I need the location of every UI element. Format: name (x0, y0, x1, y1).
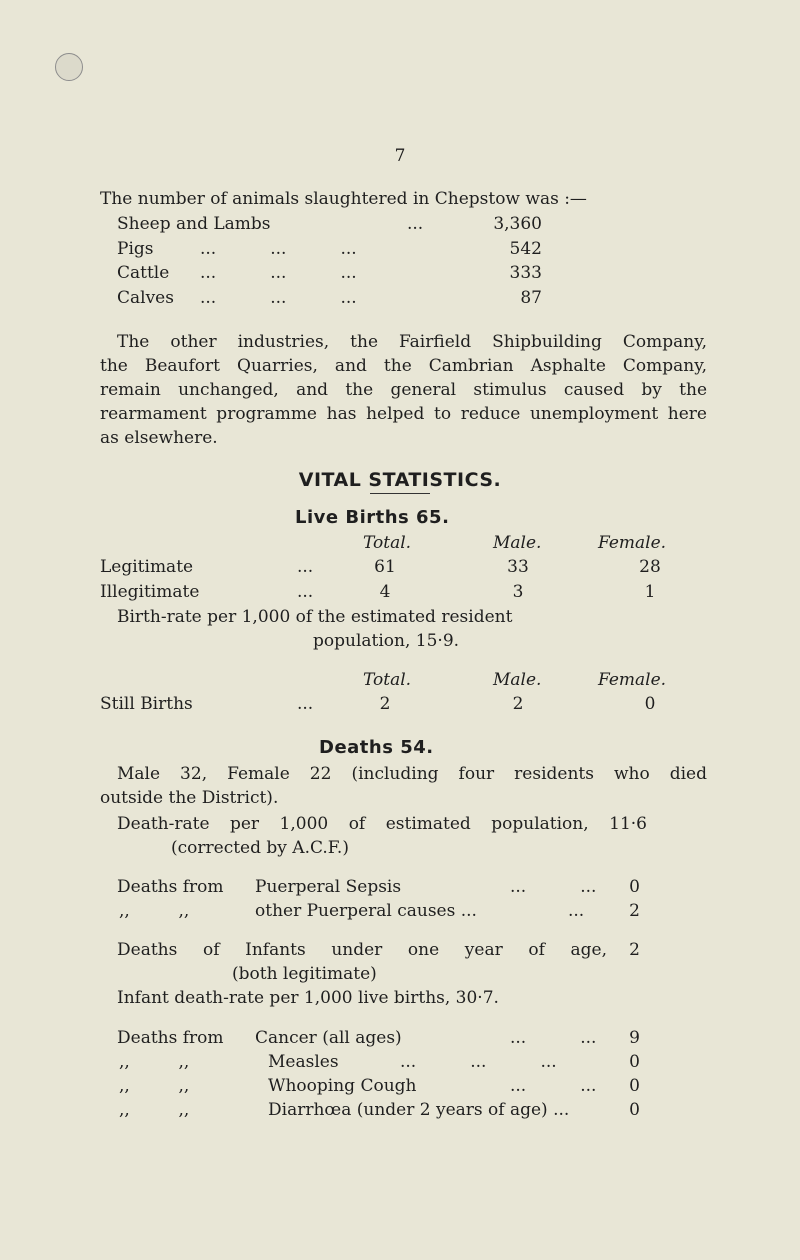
still-births-label: Still Births (100, 694, 193, 714)
paragraph-line: as elsewhere. (100, 428, 218, 448)
paragraph-line: The other industries, the Fairfield Shipbuilding Company, (117, 332, 707, 352)
page-number: 7 (394, 146, 406, 166)
cause-prefix: ,, ,, (119, 1052, 190, 1072)
slaughter-dots: ... ... ... (200, 288, 357, 308)
slaughter-value: 3,360 (493, 214, 542, 234)
paragraph-line: remain unchanged, and the general stimulus caused by the (100, 380, 707, 400)
cause-value: 0 (629, 1076, 640, 1096)
still-births-male: 2 (512, 694, 524, 714)
cause-dots: ... ... ... (400, 1052, 557, 1072)
births-row-dots: ... (297, 582, 314, 602)
still-births-total: 2 (379, 694, 391, 714)
col-total: Total. (363, 533, 412, 553)
cause-dots: ... ... (510, 1076, 597, 1096)
cause-value: 9 (629, 1028, 640, 1048)
cause-label: other Puerperal causes ... (255, 901, 477, 921)
death-rate-line: (corrected by A.C.F.) (171, 838, 349, 858)
cause-value: 0 (629, 1052, 640, 1072)
births-male: 3 (512, 582, 524, 602)
cause-dots: ... ... (510, 877, 597, 897)
births-female: 28 (639, 557, 661, 577)
infant-rate-line: Infant death-rate per 1,000 live births, 30·7. (117, 988, 499, 1008)
slaughter-dots: ... (407, 214, 424, 234)
section-heading: VITAL STATISTICS. (298, 469, 502, 491)
binding-hole (55, 53, 83, 81)
cause-label: Puerperal Sepsis (255, 877, 402, 897)
infant-deaths-value: 2 (629, 940, 640, 960)
cause-label: Whooping Cough (268, 1076, 417, 1096)
cause-prefix: ,, ,, (119, 901, 190, 921)
births-row-label: Legitimate (100, 557, 194, 577)
slaughter-dots: ... ... ... (200, 263, 357, 283)
infant-deaths-line: Deaths of Infants under one year of age, (117, 940, 607, 960)
births-row-dots: ... (297, 557, 314, 577)
deaths-paragraph-line: Male 32, Female 22 (including four residents who died (117, 764, 707, 784)
col-male: Male. (493, 533, 542, 553)
births-heading: Live Births 65. (295, 507, 450, 528)
infant-deaths-line: (both legitimate) (232, 964, 377, 984)
cause-prefix: Deaths from (117, 1028, 224, 1048)
slaughter-label: Cattle (117, 263, 170, 283)
col-male: Male. (493, 670, 542, 690)
slaughter-label: Sheep and Lambs (117, 214, 271, 234)
slaughter-intro: The number of animals slaughtered in Chepstow was :— (100, 189, 587, 209)
col-female: Female. (598, 533, 667, 553)
heading-underline (370, 493, 430, 494)
cause-prefix: ,, ,, (119, 1100, 190, 1120)
cause-dots: ... ... (510, 1028, 597, 1048)
cause-label: Measles (268, 1052, 339, 1072)
col-female: Female. (598, 670, 667, 690)
still-births-dots: ... (297, 694, 314, 714)
birth-rate-line: Birth-rate per 1,000 of the estimated resident (117, 607, 513, 627)
slaughter-dots: ... ... ... (200, 239, 357, 259)
cause-label: Cancer (all ages) (255, 1028, 402, 1048)
slaughter-value: 333 (509, 263, 542, 283)
still-births-female: 0 (644, 694, 656, 714)
cause-dots: ... (568, 901, 585, 921)
cause-prefix: ,, ,, (119, 1076, 190, 1096)
death-rate-line: Death-rate per 1,000 of estimated population, 11·6 (117, 814, 647, 834)
births-male: 33 (507, 557, 529, 577)
cause-value: 0 (629, 877, 640, 897)
deaths-heading: Deaths 54. (319, 737, 434, 758)
slaughter-label: Calves (117, 288, 174, 308)
paragraph-line: the Beaufort Quarries, and the Cambrian Asphalte Company, (100, 356, 707, 376)
col-total: Total. (363, 670, 412, 690)
slaughter-label: Pigs (117, 239, 154, 259)
cause-label: Diarrhœa (under 2 years of age) ... (268, 1100, 570, 1120)
births-total: 4 (379, 582, 391, 602)
paragraph-line: rearmament programme has helped to reduce unemployment here (100, 404, 707, 424)
births-row-label: Illegitimate (100, 582, 200, 602)
slaughter-value: 87 (520, 288, 542, 308)
slaughter-value: 542 (509, 239, 542, 259)
cause-value: 2 (629, 901, 640, 921)
deaths-paragraph-line: outside the District). (100, 788, 279, 808)
birth-rate-line: population, 15·9. (313, 631, 460, 651)
cause-value: 0 (629, 1100, 640, 1120)
births-female: 1 (644, 582, 656, 602)
cause-prefix: Deaths from (117, 877, 224, 897)
births-total: 61 (374, 557, 396, 577)
